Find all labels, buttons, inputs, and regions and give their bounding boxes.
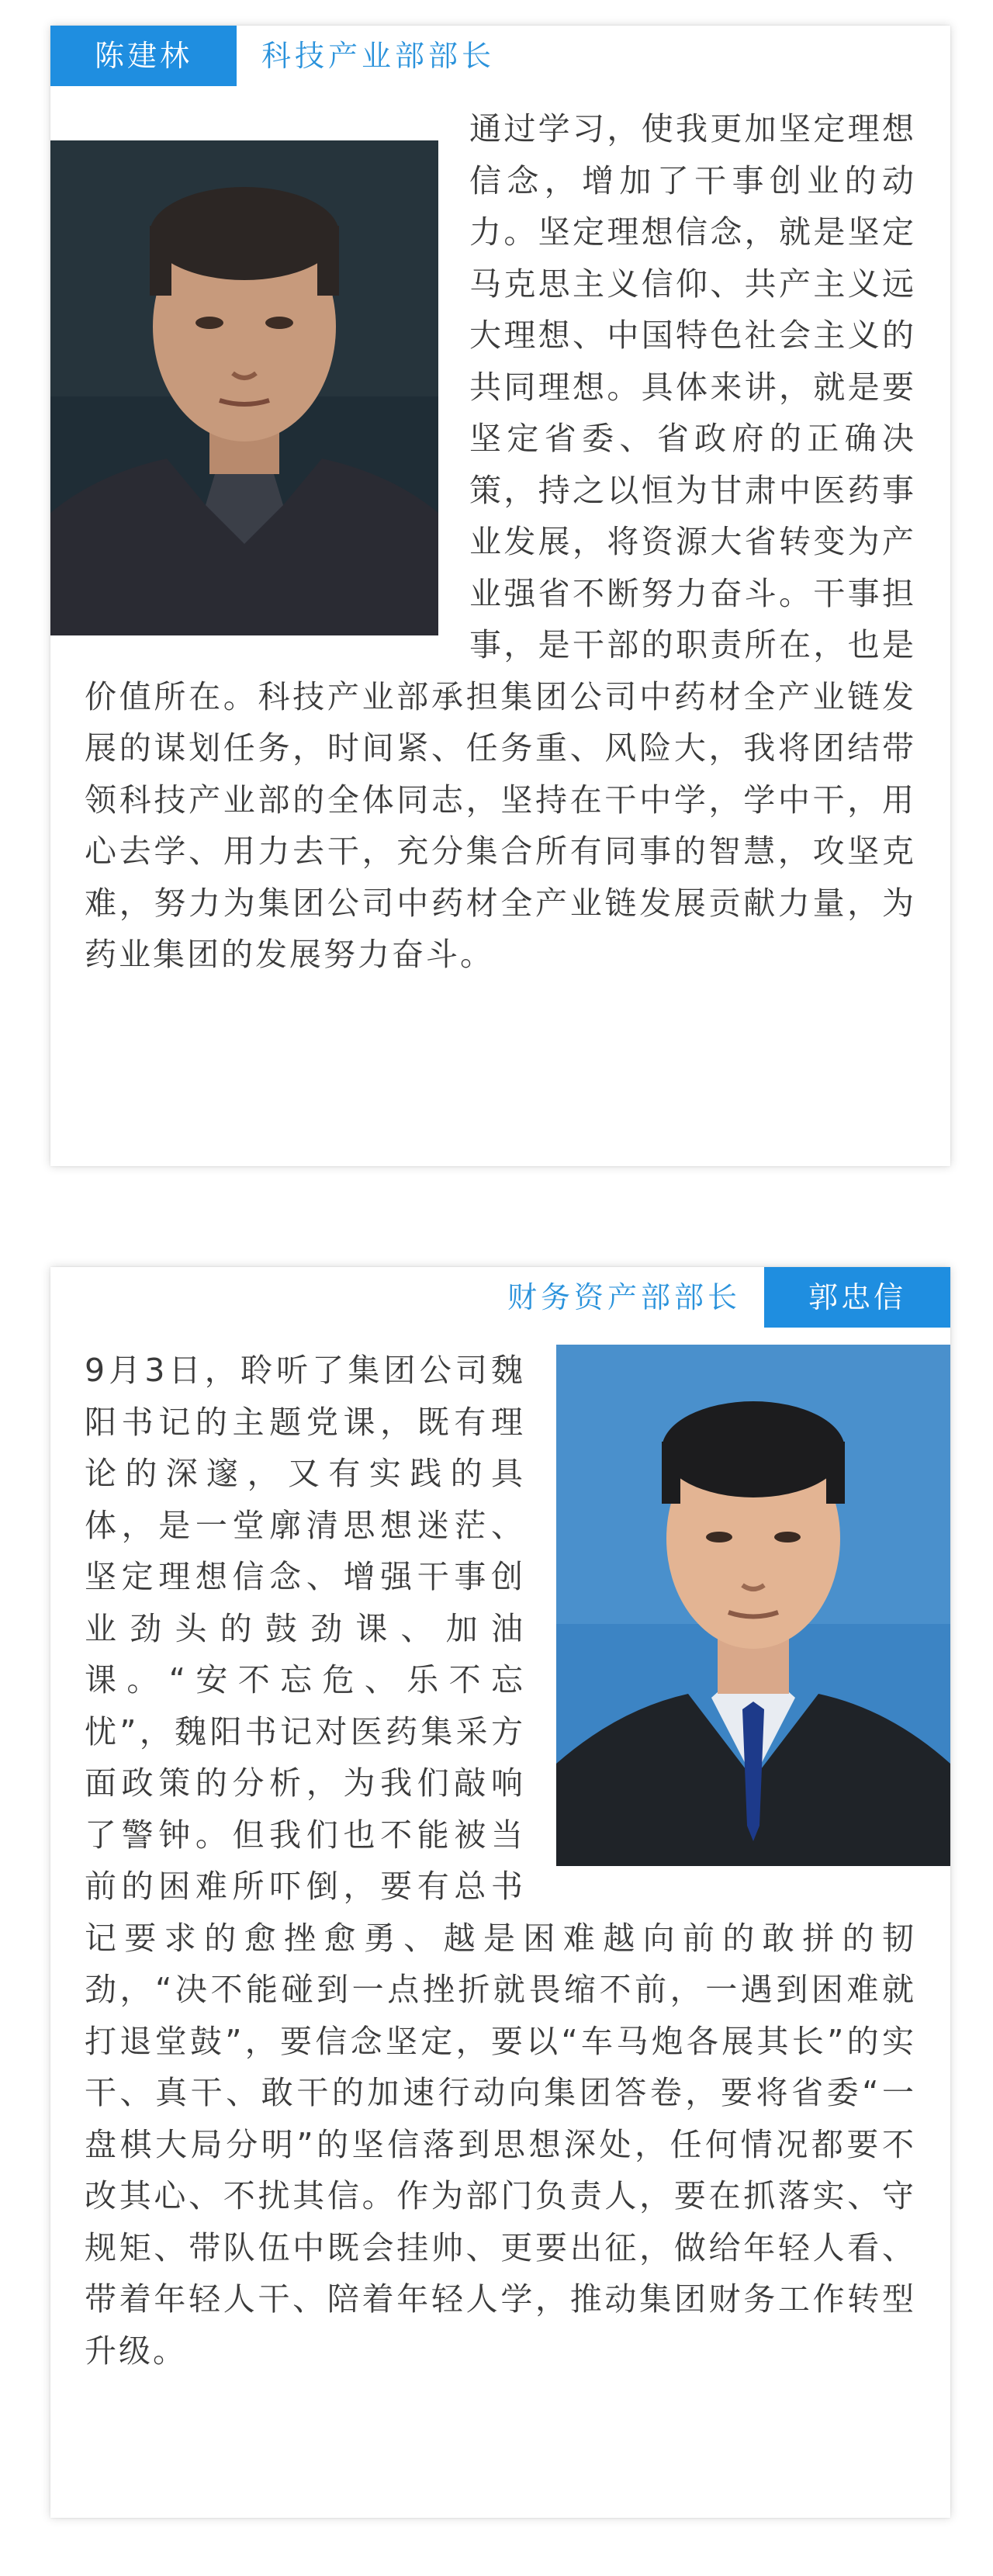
job-title: 科技产业部部长	[261, 39, 496, 73]
profile-card-2	[50, 1267, 950, 2518]
profile-card-1	[50, 26, 950, 1166]
name-tag: 郭忠信	[764, 1267, 950, 1328]
portrait-photo-icon	[50, 140, 438, 635]
statement-body: 9月3日，聆听了集团公司魏阳书记的主题党课，既有理论的深邃，又有实践的具体，是一堂廓清思想迷茫、坚定理想信念、增强干事创业劲头的鼓劲课、加油课。“安不忘危、乐不忘忧”，魏阳书记对医药集采方面政策的分析，为我们敲响了警钟。但我们也不能被当前的困难所吓倒，要有总书记要求的愈挫愈勇、越是困难越向前的敢拼的韧劲，“决不能碰到一点挫折就畏缩不前，一遇到困难就打退堂鼓”，要信念坚定，要以“车马炮各展其长”的实干、真干、敢干的加速行动向集团答卷，要将省委“一盘棋大局分明”的坚信落到思想深处，任何情况都要不改其心、不扰其信。作为部门负责人，要在抓落实、守规矩、带队伍中既会挂帅、更要出征，做给年轻人看、带着年轻人干、陪着年轻人学，推动集团财务工作转型升级。	[85, 1352, 916, 2370]
portrait-photo	[50, 140, 438, 635]
statement-body: 通过学习，使我更加坚定理想信念，增加了干事创业的动力。坚定理想信念，就是坚定马克思主义信仰、共产主义远大理想、中国特色社会主义的共同理想。具体来讲，就是要坚定省委、省政府的正确决策，持之以恒为甘肃中医药事业发展，将资源大省转变为产业强省不断努力奋斗。干事担事，是干部的职责所在，也是价值所在。科技产业部承担集团公司中药材全产业链发展的谋划任务，时间紧、任务重、风险大，我将团结带领科技产业部的全体同志，坚持在干中学，学中干，用心去学、用力去干，充分集合所有同事的智慧，攻坚克难，努力为集团公司中药材全产业链发展贡献力量，为药业集团的发展努力奋斗。	[85, 110, 916, 973]
portrait-photo-icon	[556, 1345, 950, 1866]
job-title: 财务资产部部长	[507, 1280, 741, 1314]
name-tag: 陈建林	[50, 26, 237, 86]
portrait-photo	[556, 1345, 950, 1866]
